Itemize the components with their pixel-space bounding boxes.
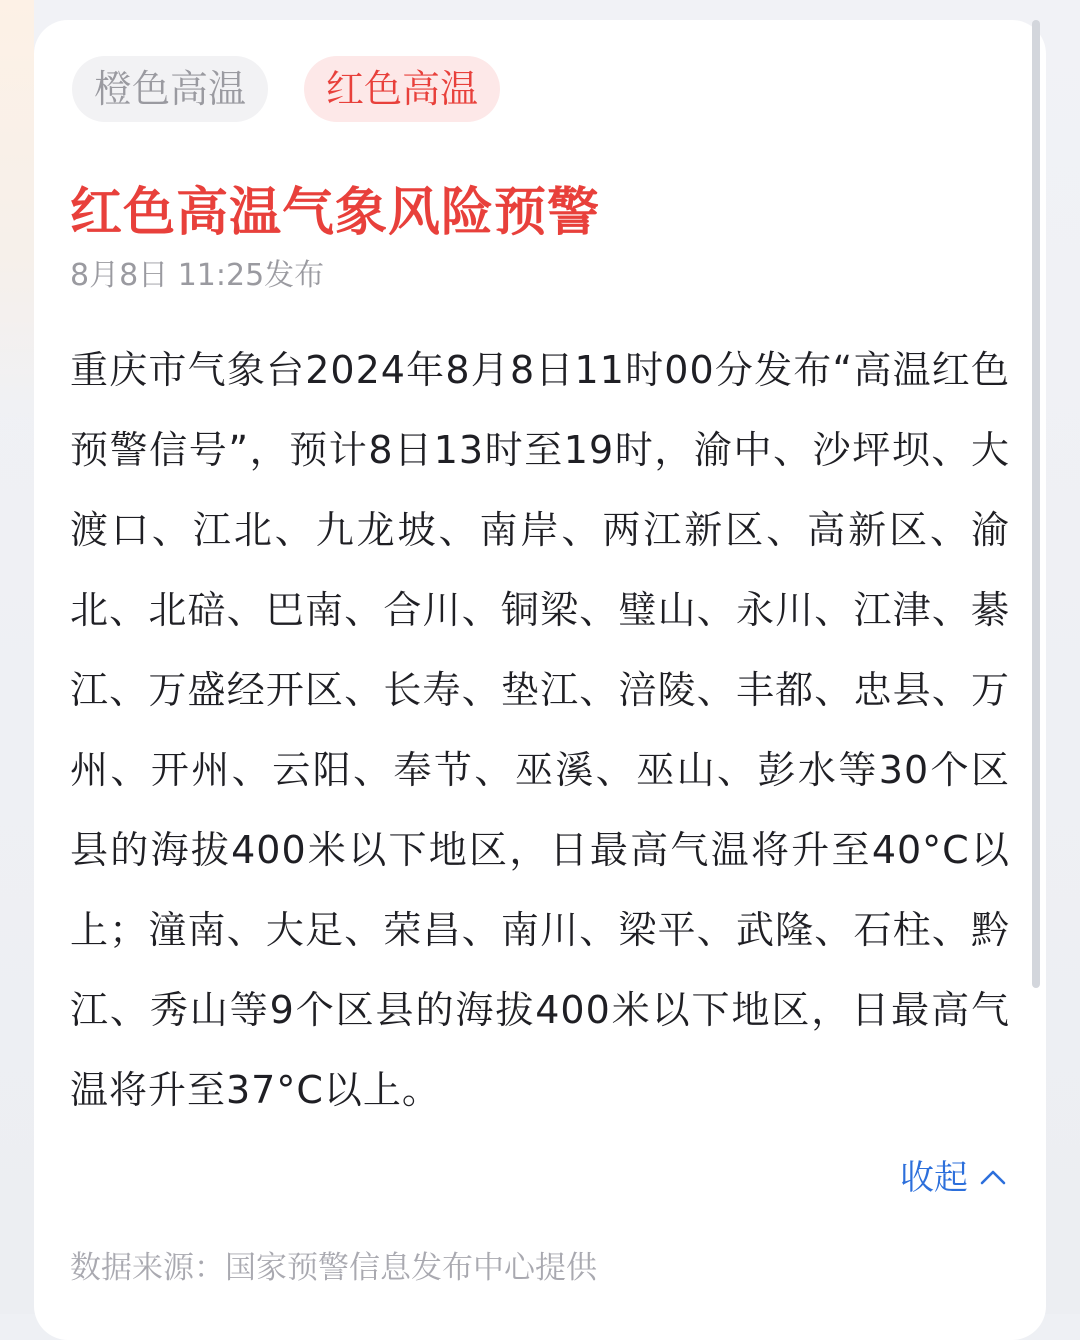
chevron-up-icon (978, 1163, 1008, 1193)
tab-orange-heat[interactable]: 橙色高温 (72, 56, 268, 122)
collapse-button[interactable] (900, 1138, 1008, 1218)
collapse-label: 收起 (900, 1158, 968, 1198)
tab-red-heat[interactable]: 红色高温 (304, 56, 500, 122)
scrollbar[interactable] (1032, 20, 1040, 988)
data-source-note: 数据来源：国家预警信息发布中心提供 (70, 1250, 597, 1286)
alert-body-text: 重庆市气象台2024年8月8日11时00分发布“高温红色预警信号”，预计8日13时至19时，渝中、沙坪坝、大渡口、江北、九龙坡、南岸、两江新区、高新区、渝北、北碚、巴南、合川、铜梁、璧山、永川、江津、綦江、万盛经开区、长寿、垫江、涪陵、丰都、忠县、万州、开州、云阳、奉节、巫溪、巫山、彭水等30个区县的海拔400米以下地区，日最高气温将升至40°C以上；潼南、大足、荣昌、南川、梁平、武隆、石柱、黔江、秀山等9个区县的海拔400米以下地区，日最高气温将升至37°C以上。 (70, 348, 1010, 1112)
left-edge-glow (0, 0, 34, 420)
warning-type-tabs (72, 56, 500, 122)
publish-time: 8月8日 11:25发布 (70, 258, 325, 293)
warning-card (34, 20, 1046, 1340)
alert-title: 红色高温气象风险预警 (70, 183, 601, 243)
